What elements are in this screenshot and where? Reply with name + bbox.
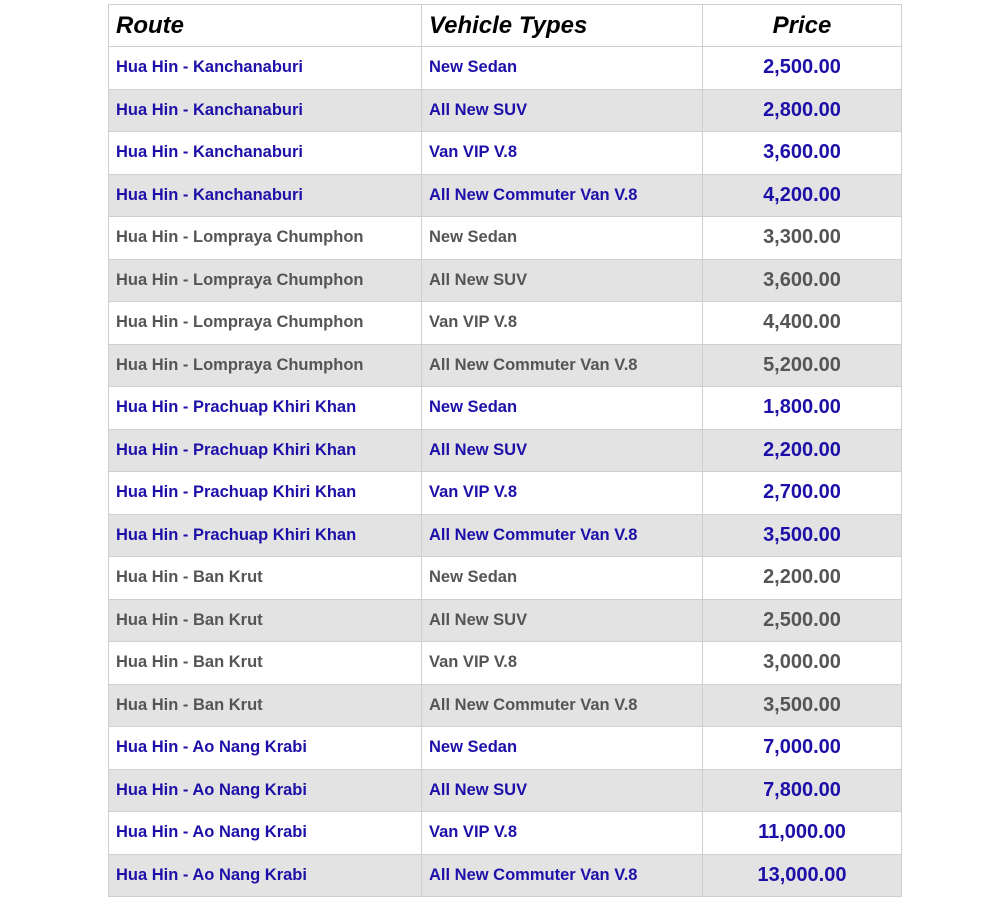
vehicle-cell: All New SUV bbox=[422, 769, 703, 812]
route-cell: Hua Hin - Lompraya Chumphon bbox=[109, 259, 422, 302]
route-cell: Hua Hin - Prachuap Khiri Khan bbox=[109, 429, 422, 472]
vehicle-cell: New Sedan bbox=[422, 557, 703, 600]
price-cell: 5,200.00 bbox=[703, 344, 902, 387]
route-cell: Hua Hin - Ao Nang Krabi bbox=[109, 769, 422, 812]
header-vehicle-types: Vehicle Types bbox=[422, 5, 703, 47]
vehicle-cell: Van VIP V.8 bbox=[422, 302, 703, 345]
table-row bbox=[109, 429, 902, 472]
table-row bbox=[109, 854, 902, 897]
price-cell: 3,500.00 bbox=[703, 684, 902, 727]
header-route: Route bbox=[109, 5, 422, 47]
table-row bbox=[109, 684, 902, 727]
route-cell: Hua Hin - Ban Krut bbox=[109, 642, 422, 685]
table-row bbox=[109, 599, 902, 642]
price-cell: 13,000.00 bbox=[703, 854, 902, 897]
price-cell: 3,000.00 bbox=[703, 642, 902, 685]
price-cell: 2,800.00 bbox=[703, 89, 902, 132]
table-row bbox=[109, 259, 902, 302]
route-cell: Hua Hin - Prachuap Khiri Khan bbox=[109, 472, 422, 515]
vehicle-cell: All New Commuter Van V.8 bbox=[422, 684, 703, 727]
vehicle-cell: All New SUV bbox=[422, 89, 703, 132]
price-cell: 11,000.00 bbox=[703, 812, 902, 855]
route-cell: Hua Hin - Lompraya Chumphon bbox=[109, 302, 422, 345]
route-cell: Hua Hin - Ao Nang Krabi bbox=[109, 727, 422, 770]
price-cell: 2,200.00 bbox=[703, 429, 902, 472]
vehicle-cell: New Sedan bbox=[422, 387, 703, 430]
table-row bbox=[109, 344, 902, 387]
vehicle-cell: All New SUV bbox=[422, 429, 703, 472]
vehicle-cell: Van VIP V.8 bbox=[422, 812, 703, 855]
price-cell: 3,300.00 bbox=[703, 217, 902, 260]
route-cell: Hua Hin - Ao Nang Krabi bbox=[109, 812, 422, 855]
vehicle-cell: New Sedan bbox=[422, 47, 703, 90]
header-price: Price bbox=[703, 5, 902, 47]
route-cell: Hua Hin - Ao Nang Krabi bbox=[109, 854, 422, 897]
vehicle-cell: All New Commuter Van V.8 bbox=[422, 344, 703, 387]
vehicle-cell: All New SUV bbox=[422, 259, 703, 302]
vehicle-cell: All New Commuter Van V.8 bbox=[422, 514, 703, 557]
price-table bbox=[108, 4, 902, 897]
vehicle-cell: New Sedan bbox=[422, 217, 703, 260]
price-cell: 4,200.00 bbox=[703, 174, 902, 217]
route-cell: Hua Hin - Lompraya Chumphon bbox=[109, 344, 422, 387]
vehicle-cell: Van VIP V.8 bbox=[422, 472, 703, 515]
price-cell: 7,800.00 bbox=[703, 769, 902, 812]
table-row bbox=[109, 557, 902, 600]
table-row bbox=[109, 769, 902, 812]
vehicle-cell: All New Commuter Van V.8 bbox=[422, 174, 703, 217]
table-row bbox=[109, 89, 902, 132]
price-cell: 2,700.00 bbox=[703, 472, 902, 515]
route-cell: Hua Hin - Lompraya Chumphon bbox=[109, 217, 422, 260]
route-cell: Hua Hin - Ban Krut bbox=[109, 599, 422, 642]
route-cell: Hua Hin - Kanchanaburi bbox=[109, 47, 422, 90]
route-cell: Hua Hin - Prachuap Khiri Khan bbox=[109, 514, 422, 557]
table-row bbox=[109, 642, 902, 685]
table-row bbox=[109, 812, 902, 855]
price-cell: 2,200.00 bbox=[703, 557, 902, 600]
table-row bbox=[109, 727, 902, 770]
price-cell: 2,500.00 bbox=[703, 599, 902, 642]
vehicle-cell: All New SUV bbox=[422, 599, 703, 642]
vehicle-cell: Van VIP V.8 bbox=[422, 642, 703, 685]
route-cell: Hua Hin - Kanchanaburi bbox=[109, 89, 422, 132]
table-row bbox=[109, 302, 902, 345]
table-row bbox=[109, 47, 902, 90]
price-cell: 7,000.00 bbox=[703, 727, 902, 770]
table-row bbox=[109, 217, 902, 260]
vehicle-cell: New Sedan bbox=[422, 727, 703, 770]
route-cell: Hua Hin - Kanchanaburi bbox=[109, 132, 422, 175]
table-row bbox=[109, 387, 902, 430]
table-row bbox=[109, 514, 902, 557]
price-cell: 3,600.00 bbox=[703, 132, 902, 175]
price-cell: 3,500.00 bbox=[703, 514, 902, 557]
table-header-row bbox=[109, 5, 902, 47]
price-cell: 3,600.00 bbox=[703, 259, 902, 302]
price-cell: 4,400.00 bbox=[703, 302, 902, 345]
vehicle-cell: All New Commuter Van V.8 bbox=[422, 854, 703, 897]
route-cell: Hua Hin - Ban Krut bbox=[109, 557, 422, 600]
table-row bbox=[109, 132, 902, 175]
route-cell: Hua Hin - Ban Krut bbox=[109, 684, 422, 727]
table-row bbox=[109, 472, 902, 515]
price-cell: 2,500.00 bbox=[703, 47, 902, 90]
table-row bbox=[109, 174, 902, 217]
route-cell: Hua Hin - Prachuap Khiri Khan bbox=[109, 387, 422, 430]
route-cell: Hua Hin - Kanchanaburi bbox=[109, 174, 422, 217]
price-cell: 1,800.00 bbox=[703, 387, 902, 430]
vehicle-cell: Van VIP V.8 bbox=[422, 132, 703, 175]
